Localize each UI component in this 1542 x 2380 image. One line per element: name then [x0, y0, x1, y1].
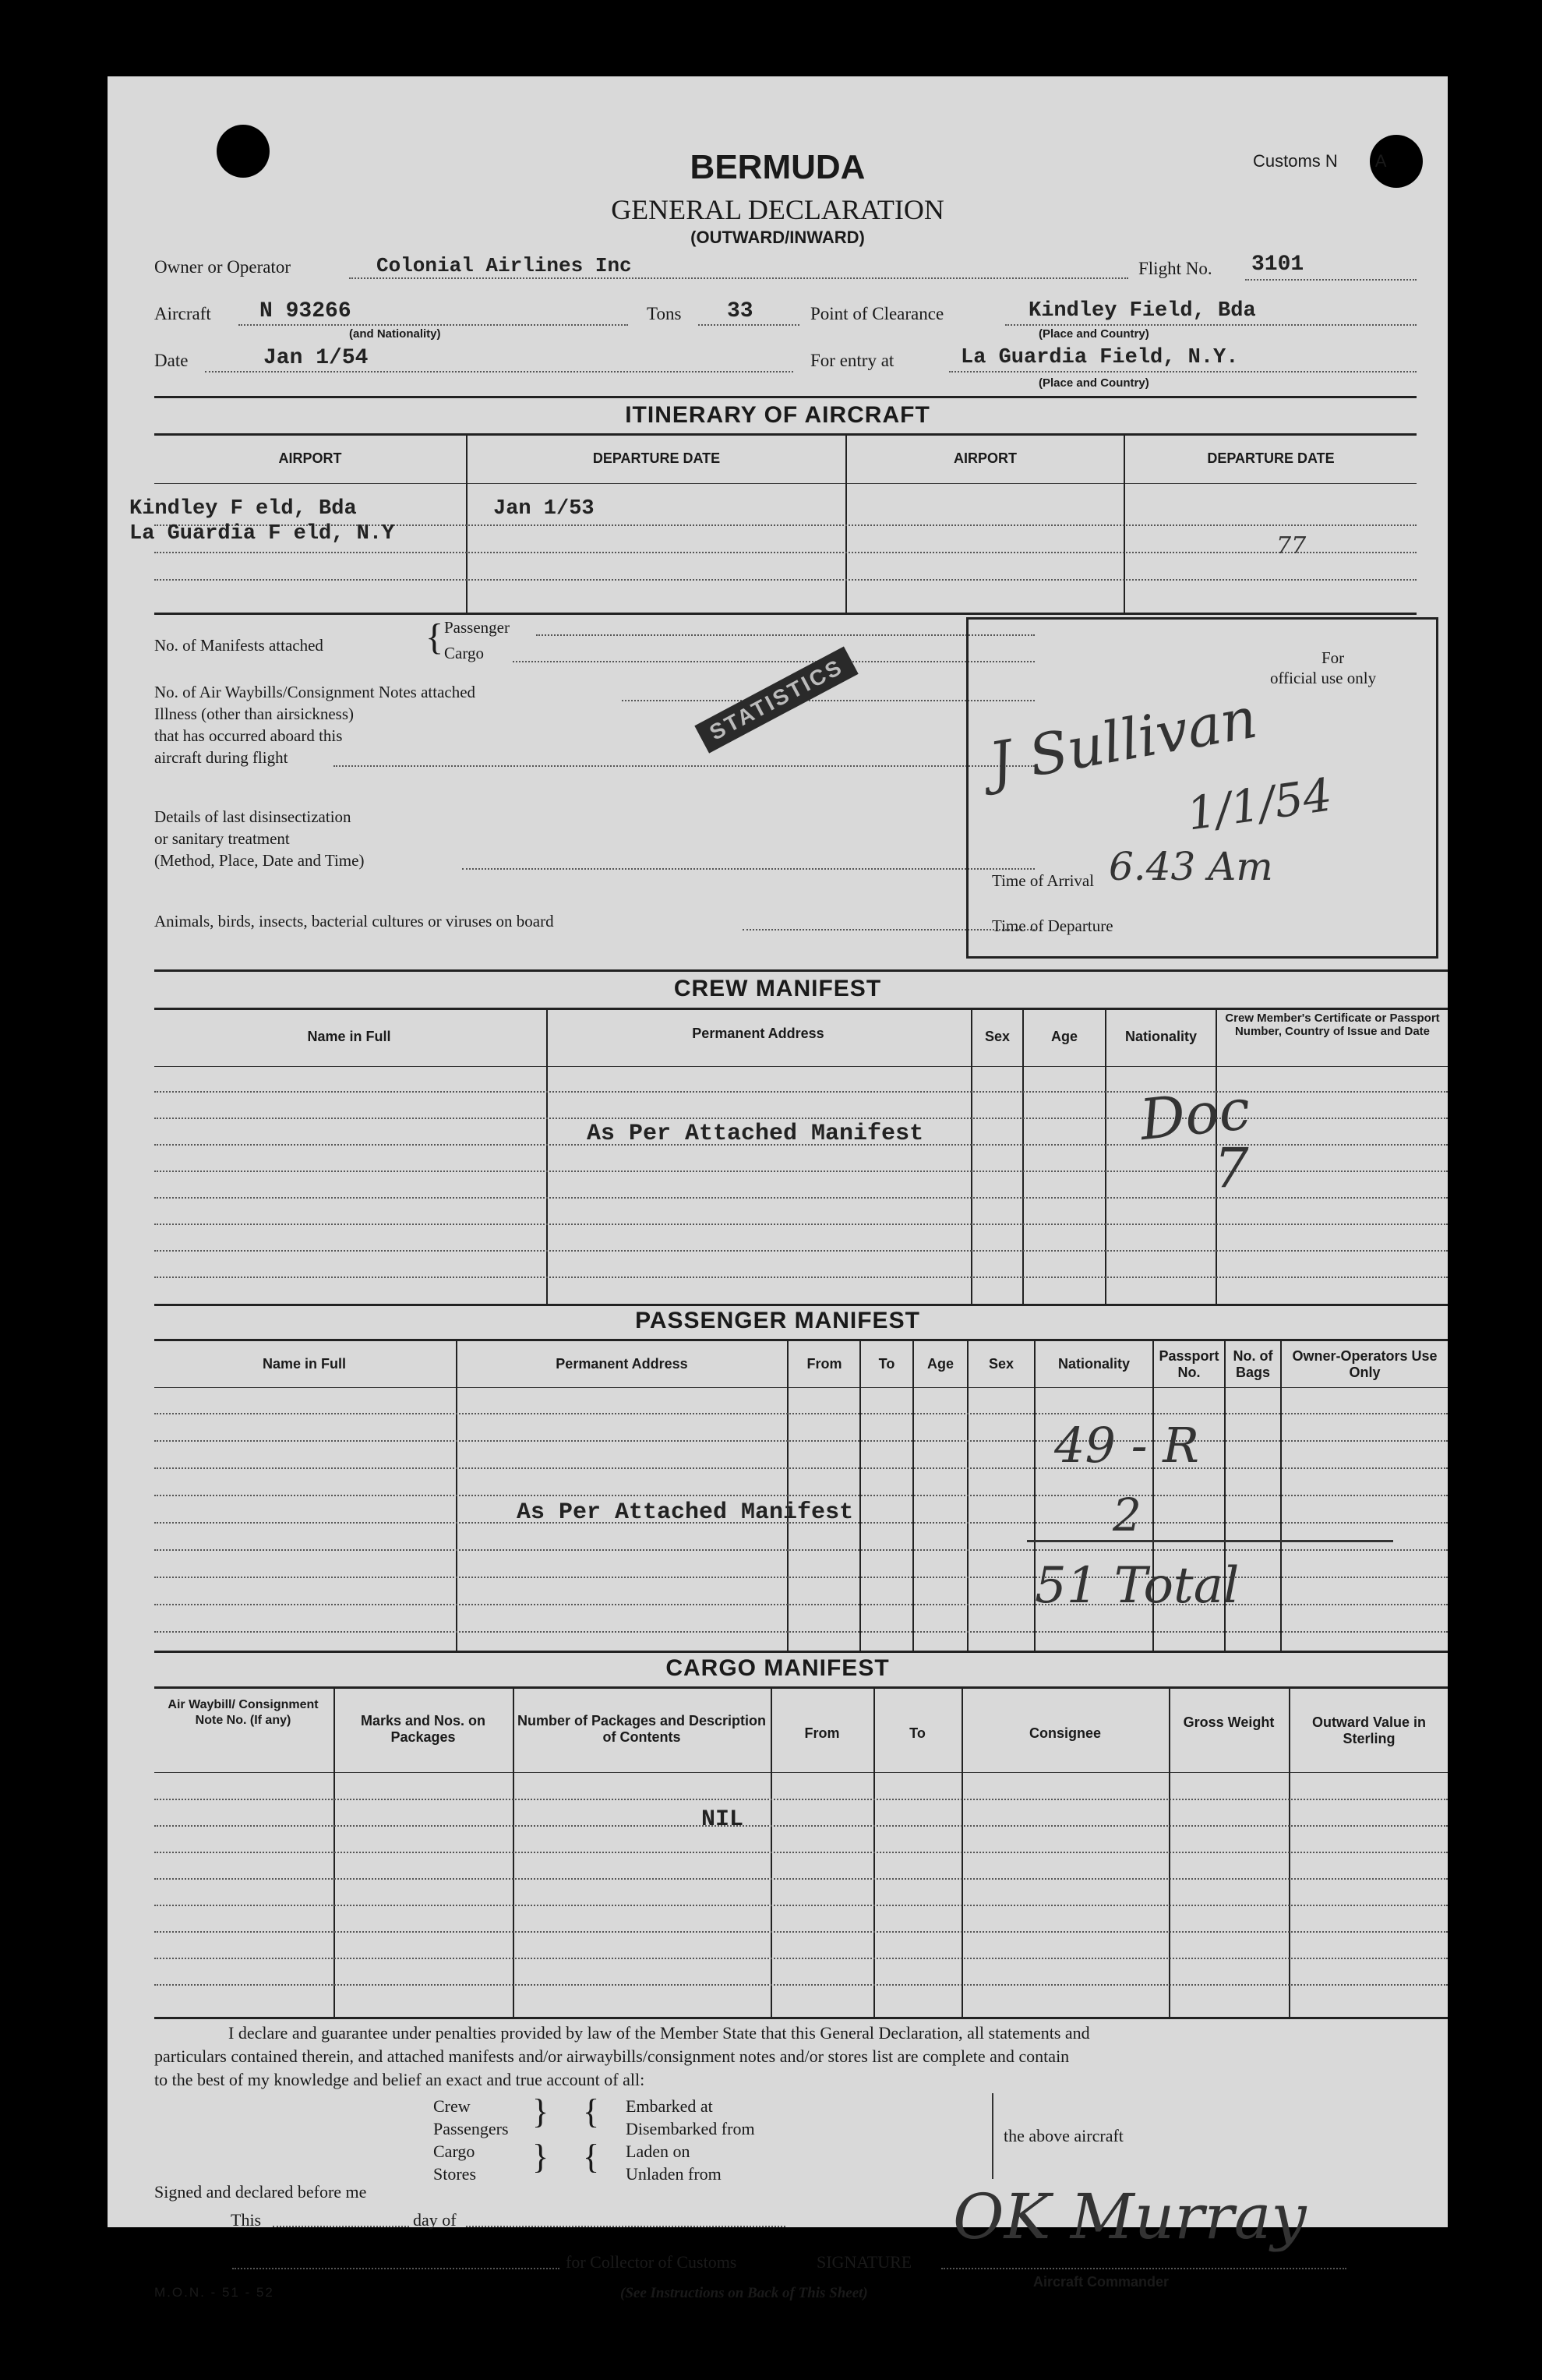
pax-col-passport: Passport No.: [1159, 1348, 1219, 1380]
declare-right-list: [626, 2095, 755, 2185]
flight-line: [1245, 279, 1417, 281]
fill-line: [462, 868, 1035, 870]
itinerary-airport-2: La Guardia F eld, N.Y: [129, 522, 395, 546]
aircraft-line: [238, 324, 628, 326]
pax-col-age: Age: [926, 1356, 954, 1372]
itinerary-title: ITINERARY OF AIRCRAFT: [625, 402, 930, 428]
rule: [154, 1304, 1448, 1306]
rule: [154, 1066, 1448, 1067]
flight-label: Flight No.: [1138, 259, 1212, 278]
fill-line: [273, 2226, 409, 2227]
crew-title: CREW MANIFEST: [673, 976, 882, 1001]
declaration-line-2: particulars contained therein, and attached manifests and/or airwaybills/consignment notes and/or stores list are complete and contain: [154, 2046, 1070, 2066]
row-line: [154, 1091, 1448, 1093]
declare-stores: Stores: [433, 2164, 476, 2184]
instructions-note: (See Instructions on Back of This Sheet): [620, 2285, 868, 2301]
manifests-label: No. of Manifests attached: [154, 636, 323, 655]
rule: [154, 1686, 1448, 1689]
itinerary-date-1: Jan 1/53: [493, 497, 595, 521]
row-line: [154, 1250, 1448, 1252]
rule: [154, 1651, 1448, 1653]
itinerary-col-airport-2: AIRPORT: [954, 450, 1017, 466]
form-number: M.O.N. - 51 - 52: [154, 2285, 274, 2300]
crew-col-sex: Sex: [984, 1029, 1011, 1044]
row-line: [154, 1495, 1448, 1496]
fill-line: [536, 634, 1035, 636]
aircraft-sub: (and Nationality): [349, 327, 441, 341]
disinsect-label-3: (Method, Place, Date and Time): [154, 851, 365, 870]
pax-col-address: Permanent Address: [556, 1356, 688, 1372]
above-aircraft-label: the above aircraft: [1004, 2126, 1124, 2145]
tons-value: 33: [727, 299, 753, 323]
declare-passengers: Passengers: [433, 2119, 509, 2138]
crew-annotation-1: Doc: [1136, 1075, 1254, 1153]
commander-label: Aircraft Commander: [1033, 2274, 1170, 2290]
signed-label: Signed and declared before me: [154, 2182, 367, 2202]
passenger-annotation-3: 51 Total: [1035, 1557, 1240, 1615]
rule: [154, 613, 1417, 615]
col-divider: [1105, 1008, 1106, 1304]
pax-col-bags: No. of Bags: [1233, 1348, 1273, 1380]
fill-line: [466, 2226, 785, 2227]
cargo-col-value: Outward Value in Sterling: [1311, 1714, 1427, 1746]
crew-col-name: Name in Full: [307, 1029, 391, 1044]
passenger-manifest-label: Passenger: [444, 618, 510, 637]
fill-line: [333, 765, 1035, 767]
col-divider: [466, 433, 468, 613]
clearance-line: [1005, 324, 1417, 326]
row-line: [154, 1413, 1448, 1414]
row-line: [154, 1852, 1448, 1853]
customs-form-ref: [1253, 151, 1386, 171]
entry-value: La Guardia Field, N.Y.: [961, 346, 1239, 369]
owner-label: Owner or Operator: [154, 257, 291, 277]
col-divider: [546, 1008, 548, 1304]
crew-col-certificate: Crew Member's Certificate or Passport Number, Country of Issue and Date: [1225, 1012, 1440, 1038]
rule: [154, 1008, 1448, 1010]
row-line: [154, 1825, 1448, 1827]
brace-right-1: {: [583, 2092, 600, 2131]
cargo-col-packages: Number of Packages and Description of Contents: [517, 1713, 767, 1745]
arrival-value: 6.43 Am: [1109, 844, 1273, 889]
illness-label-3: aircraft during flight: [154, 748, 288, 767]
itinerary-note: 77: [1276, 532, 1307, 560]
collector-label: for Collector of Customs: [566, 2252, 737, 2272]
rule: [154, 1772, 1448, 1773]
crew-col-nationality: Nationality: [1124, 1029, 1197, 1044]
form-subtitle: GENERAL DECLARATION: [611, 194, 944, 225]
declare-cargo: Cargo: [433, 2142, 475, 2161]
crew-body: As Per Attached Manifest: [587, 1121, 924, 1147]
row-line: [154, 1118, 1448, 1119]
illness-label-1: Illness (other than airsickness): [154, 704, 355, 723]
crew-col-age: Age: [1050, 1029, 1078, 1044]
row-line: [154, 1467, 1448, 1469]
cargo-body: NIL: [701, 1806, 744, 1833]
brace-left-1: }: [532, 2092, 549, 2131]
form-direction: (OUTWARD/INWARD): [690, 228, 865, 247]
brace-left-2: }: [532, 2138, 549, 2176]
cargo-manifest-label: Cargo: [444, 644, 484, 662]
itinerary-col-airport: AIRPORT: [278, 450, 342, 466]
cargo-title: CARGO MANIFEST: [665, 1655, 890, 1681]
row-line: [154, 1631, 1448, 1633]
declare-left-list: [433, 2095, 509, 2185]
animals-label: Animals, birds, insects, bacterial cultures or viruses on board: [154, 912, 554, 930]
this-label: This: [231, 2210, 262, 2230]
departure-label: Time of Departure: [992, 916, 1113, 935]
customs-form-ref-suffix: A: [1374, 151, 1387, 171]
tons-line: [698, 324, 799, 326]
cargo-col-weight: Gross Weight: [1183, 1714, 1275, 1730]
row-line: [154, 1197, 1448, 1199]
row-line: [154, 1905, 1448, 1906]
row-line: [154, 1171, 1448, 1172]
row-line: [154, 1931, 1448, 1933]
cargo-col-waybill: Air Waybill/ Consignment Note No. (If any): [168, 1698, 319, 1727]
above-aircraft-bracket: [992, 2093, 993, 2179]
row-line: [154, 1549, 1448, 1551]
entry-label: For entry at: [810, 351, 895, 370]
flight-value: 3101: [1251, 252, 1304, 277]
row-line: [154, 552, 1417, 553]
aircraft-label: Aircraft: [154, 304, 211, 323]
row-line: [154, 1577, 1448, 1578]
declaration-line-1: I declare and guarantee under penalties provided by law of the Member State that this General Declaration, all statements and: [228, 2023, 1090, 2043]
owner-value: Colonial Airlines Inc: [376, 254, 632, 277]
crew-annotation-2: 7: [1214, 1136, 1249, 1200]
disinsect-label-1: Details of last disinsectization: [154, 807, 351, 826]
customs-form-ref-text: Customs N: [1253, 151, 1338, 171]
col-divider: [1022, 1008, 1024, 1304]
rule: [154, 969, 1448, 972]
fill-line: [513, 661, 1035, 662]
commander-signature: OK Murray: [953, 2180, 1307, 2253]
passenger-body: As Per Attached Manifest: [517, 1499, 854, 1526]
declare-embarked: Embarked at: [626, 2096, 713, 2116]
rule: [154, 1339, 1448, 1341]
manifests-brace: {: [425, 616, 444, 658]
row-line: [154, 1984, 1448, 1986]
date-label: Date: [154, 351, 189, 370]
clearance-sub: (Place and Country): [1039, 327, 1149, 341]
arrival-label: Time of Arrival: [992, 871, 1095, 890]
date-line: [205, 371, 793, 373]
cargo-col-to: To: [909, 1725, 926, 1741]
signature-line: [941, 2268, 1346, 2269]
row-line: [154, 1277, 1448, 1278]
passenger-annotation-1: 49 - R: [1054, 1417, 1199, 1474]
official-use-label-1: For: [1321, 648, 1345, 667]
row-line: [154, 1224, 1448, 1225]
row-line: [154, 1440, 1448, 1442]
passenger-title: PASSENGER MANIFEST: [635, 1308, 920, 1333]
rule: [154, 396, 1417, 398]
row-line: [154, 1958, 1448, 1959]
declaration-form: [108, 76, 1448, 2301]
rule: [154, 433, 1417, 436]
pax-col-owner: Owner-Operators Use Only: [1292, 1348, 1438, 1380]
rule: [154, 483, 1417, 484]
entry-line: [949, 371, 1417, 373]
col-divider: [1124, 433, 1125, 613]
statistics-stamp: STATISTICS: [694, 646, 859, 753]
official-signature: J Sullivan: [984, 684, 1262, 796]
declaration-line-3: to the best of my knowledge and belief an exact and true account of all:: [154, 2070, 645, 2089]
declare-laden: Laden on: [626, 2142, 690, 2161]
pax-col-sex: Sex: [988, 1356, 1014, 1372]
crew-col-address: Permanent Address: [692, 1026, 824, 1041]
pax-col-to: To: [878, 1356, 895, 1372]
pax-col-from: From: [806, 1356, 842, 1372]
owner-line: [349, 277, 1128, 279]
entry-sub: (Place and Country): [1039, 376, 1149, 390]
aircraft-value: N 93266: [259, 299, 351, 323]
tons-label: Tons: [647, 304, 682, 323]
brace-right-2: {: [583, 2138, 600, 2176]
date-value: Jan 1/54: [263, 346, 369, 370]
row-line: [154, 1604, 1448, 1605]
cargo-col-marks: Marks and Nos. on Packages: [360, 1713, 486, 1745]
disinsect-label-2: or sanitary treatment: [154, 829, 290, 848]
cargo-col-consignee: Consignee: [1029, 1725, 1101, 1741]
pax-col-nationality: Nationality: [1057, 1356, 1130, 1372]
declare-crew: Crew: [433, 2096, 471, 2116]
rule: [154, 2017, 1448, 2019]
official-use-label-2: official use only: [1270, 669, 1377, 687]
fill-line: [232, 2268, 559, 2269]
illness-label-2: that has occurred aboard this: [154, 726, 343, 745]
itinerary-col-date: DEPARTURE DATE: [592, 450, 721, 466]
total-underline: [1027, 1540, 1393, 1542]
col-divider: [971, 1008, 972, 1304]
official-date: 1/1/54: [1184, 768, 1336, 841]
declare-unladen: Unladen from: [626, 2164, 722, 2184]
form-title: BERMUDA: [690, 148, 866, 186]
day-of-label: day of: [413, 2210, 457, 2230]
row-line: [154, 1799, 1448, 1800]
clearance-value: Kindley Field, Bda: [1029, 299, 1256, 323]
col-divider: [845, 433, 847, 613]
itinerary-col-date-2: DEPARTURE DATE: [1207, 450, 1335, 466]
waybills-label: No. of Air Waybills/Consignment Notes attached: [154, 683, 476, 701]
cargo-col-from: From: [804, 1725, 840, 1741]
passenger-annotation-2: 2: [1113, 1488, 1142, 1541]
itinerary-airport-1: Kindley F eld, Bda: [129, 497, 357, 521]
signature-label: SIGNATURE: [817, 2252, 912, 2272]
pax-col-name: Name in Full: [262, 1356, 346, 1372]
row-line: [154, 1878, 1448, 1880]
row-line: [154, 579, 1417, 581]
declare-disembarked: Disembarked from: [626, 2119, 755, 2138]
rule: [154, 1387, 1448, 1388]
clearance-label: Point of Clearance: [810, 304, 944, 323]
